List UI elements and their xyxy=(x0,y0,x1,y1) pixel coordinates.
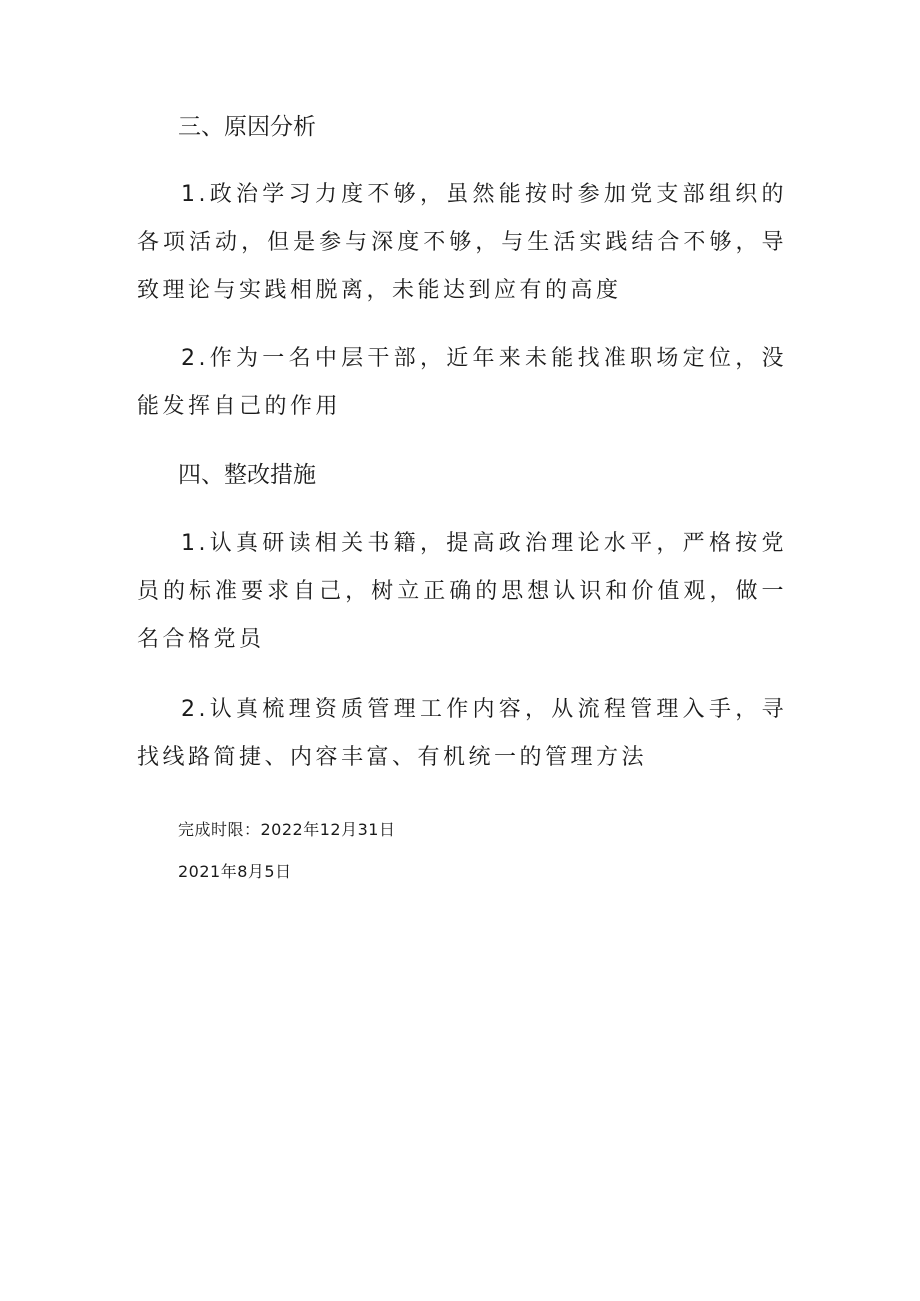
measure-item-1: 1.认真研读相关书籍，提高政治理论水平，严格按党员的标准要求自己，树立正确的思想认识和价值观，做一名合格党员 xyxy=(137,531,787,652)
measure-item-2: 2.认真梳理资质管理工作内容，从流程管理入手，寻找线路简捷、内容丰富、有机统一的管理方法 xyxy=(137,697,787,770)
cause-item-2: 2.作为一名中层干部，近年来未能找准职场定位，没能发挥自己的作用 xyxy=(137,346,787,419)
section-heading-cause-analysis: 三、原因分析 xyxy=(178,114,316,140)
deadline-text: 完成时限：2022年12月31日 xyxy=(178,820,396,839)
cause-item-1: 1.政治学习力度不够，虽然能按时参加党支部组织的各项活动，但是参与深度不够，与生活实践结合不够，导致理论与实践相脱离，未能达到应有的高度 xyxy=(137,182,787,303)
section-heading-rectification: 四、整改措施 xyxy=(178,462,316,488)
document-date: 2021年8月5日 xyxy=(178,862,292,881)
